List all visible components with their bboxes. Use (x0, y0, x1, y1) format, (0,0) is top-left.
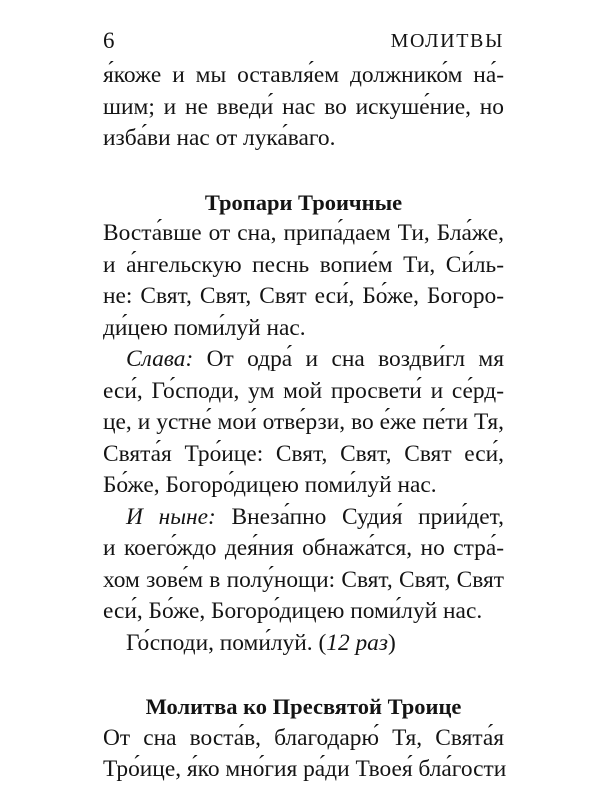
text-span: ) (388, 629, 396, 656)
text-line: изба́ви нас от лука́ваго. (103, 125, 336, 151)
text-line (103, 344, 504, 376)
section-heading: Тропари Троичные (204, 189, 403, 215)
text-line: шим; и не введи́ нас во искуше́ние, но (103, 93, 504, 120)
slava-label: Слава: (126, 346, 194, 372)
text-line: еси́, Го́споди, ум мой просвети́ и се́рд- (103, 377, 504, 404)
text-line: Бо́же, Богоро́дицею поми́луй нас. (103, 472, 437, 498)
running-title: МОЛИТВЫ (390, 30, 504, 52)
section-gap (103, 659, 504, 691)
text-line: не: Свят, Свят, Свят еси́, Бо́же, Богоро- (103, 283, 504, 309)
troparia-section (103, 187, 504, 660)
text-span: Внеза́пно Судия́ прии́дет, (215, 503, 504, 530)
page-header (103, 28, 504, 58)
i-nyne-label: И ныне: (126, 503, 216, 530)
text-line: хом зове́м в полу́нощи: Свят, Свят, Свят (103, 566, 504, 593)
text-line: и а́нгельскую песнь вопие́м Ти, Си́ль- (103, 251, 504, 278)
text-line: От сна воста́в, благодарю́ Тя, Свята́я (103, 724, 504, 751)
text-line: Воста́вше от сна, припа́даем Ти, Бла́же, (103, 220, 504, 246)
text-line (103, 502, 504, 534)
repeat-count: 12 раз (326, 629, 389, 656)
text-line: я́коже и мы оставля́ем должнико́м на́- (103, 62, 504, 88)
text-span: От одра́ и сна воздви́гл мя (193, 346, 504, 372)
prayer-continuation (103, 60, 504, 155)
text-span: Го́споди, поми́луй. ( (126, 629, 327, 656)
text-line: ди́цею поми́луй нас. (103, 314, 306, 341)
prayer-trinity-section (103, 691, 507, 786)
text-line (103, 628, 504, 660)
section-gap (103, 155, 504, 187)
text-line: Свята́я Тро́ице: Свят, Свят, Свят еси́, (103, 440, 504, 467)
text-line: еси́, Бо́же, Богоро́дицею поми́луй нас. (103, 598, 483, 624)
page-number: 6 (103, 28, 115, 53)
text-line: Тро́ице, я́ко мно́гия ра́ди Твоея́ бла́гости (103, 756, 507, 782)
text-line: и коего́ждо дея́ния обнажа́тся, но стра́- (103, 535, 504, 561)
body-text (103, 60, 507, 786)
text-line: це, и устне́ мои́ отве́рзи, во е́же пе́ти Тя, (103, 409, 504, 435)
section-heading: Молитва ко Пресвятой Троице (145, 694, 462, 719)
